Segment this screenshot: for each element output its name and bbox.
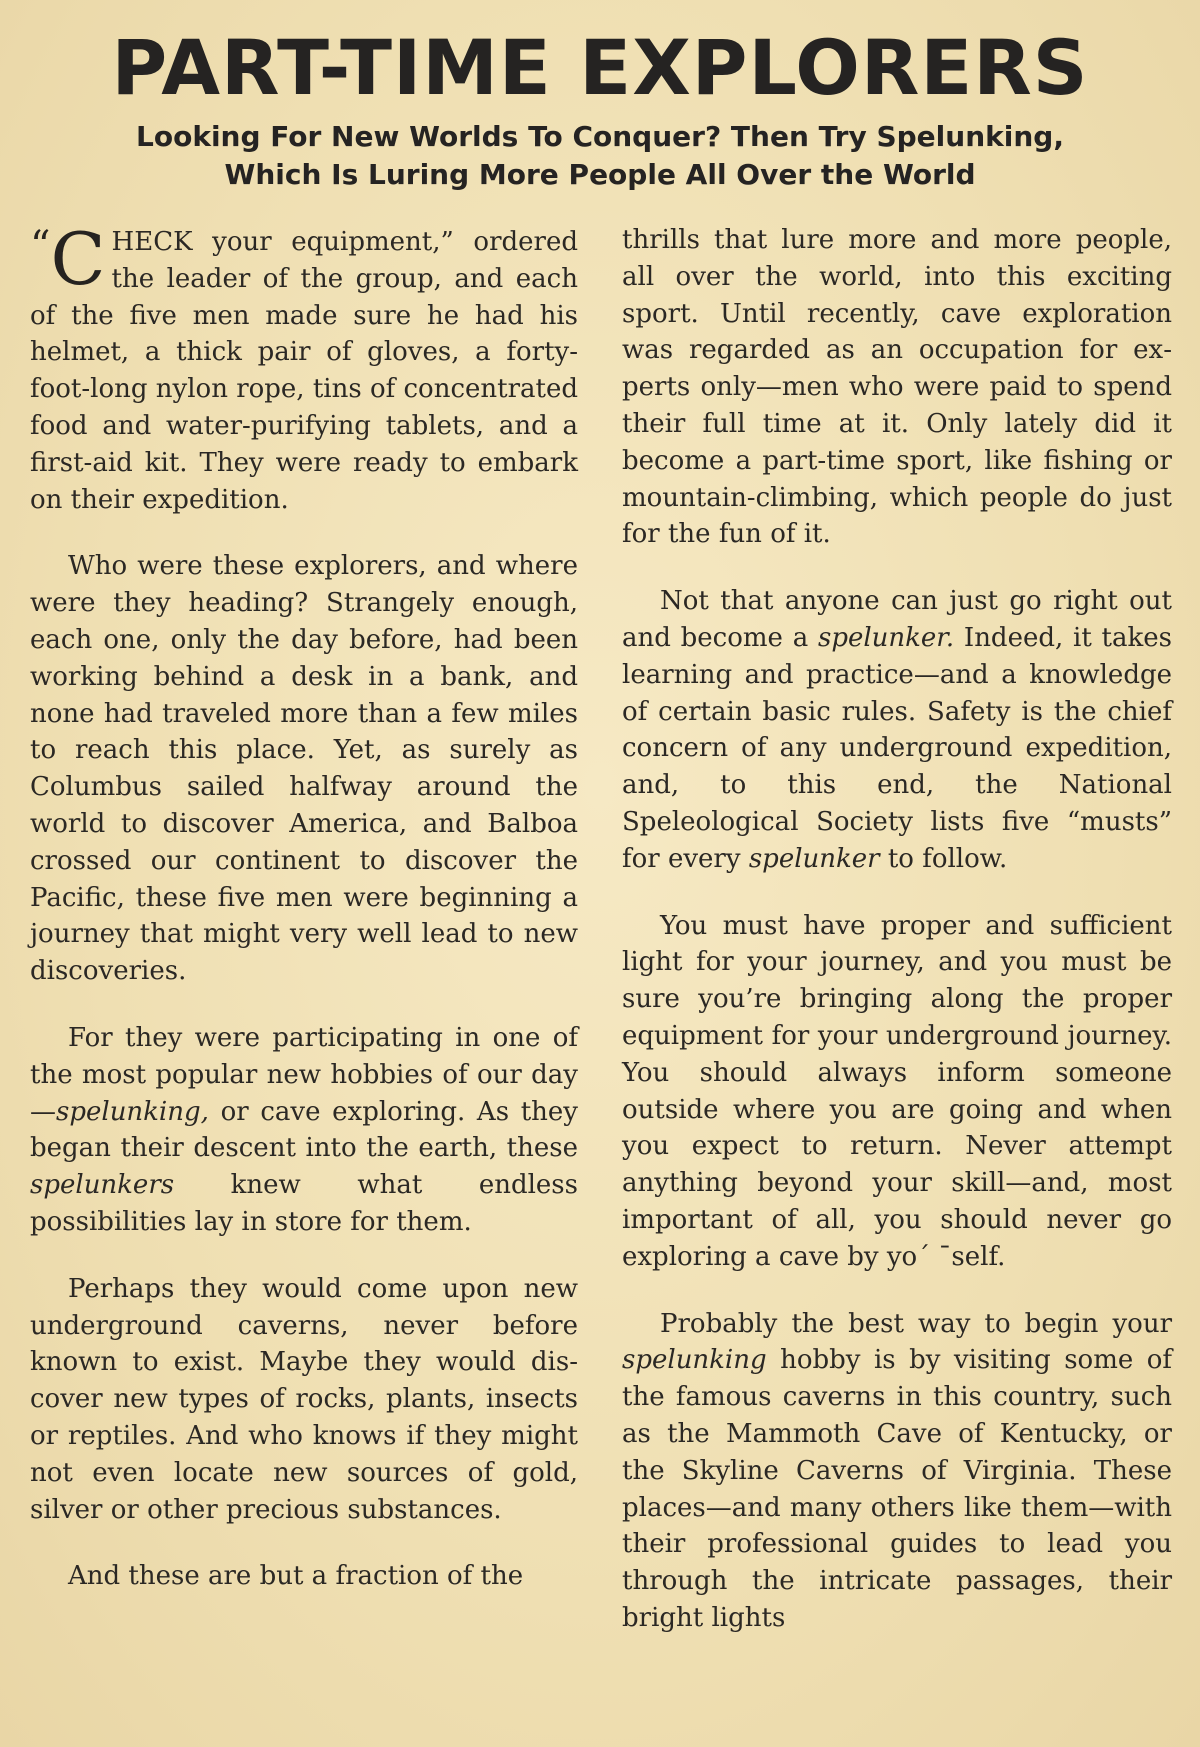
paragraph-3 [30,1020,578,1241]
paragraph-3-text-c: knew what endless possibilities lay in store for them. [30,1170,578,1237]
paragraph-7-italic-2: spelunker [748,843,880,874]
paragraph-7-text-b: Indeed, it takes learning and practice—and a knowledge of certain basic rules. Safety is the chief concern of any underground expedition, and, to this end, the National Speleological Society lists five “musts” for every [622,622,1172,874]
paragraph-9 [622,1306,1172,1637]
paragraph-4: Perhaps they would come upon new underground caverns, never before known to exist. Maybe they would discover new types of rocks, plants, insects or reptiles. And who knows if they might not even locate new sources of gold, silver or other precious substances. [30,1273,578,1525]
left-column [30,217,579,1625]
paragraph-6: thrills that lure more and more people, all over the world, into this exciting sport. Until recently, cave exploration was regarded as an occupation for experts only—men who were paid to spend their full time at it. Only lately did it become a part-time sport, like fishing or mountain-climbing, which people do just for the fun of it. [622,225,1172,550]
paragraph-9-text-b: hobby is by visiting some of the famous caverns in this country, such as the Mammoth Cave of Kentucky, or the Skyline Caverns of Virginia. These places—and many others like them—with their professional guides to lead you through the intricate passages, their bright lights [622,1345,1172,1633]
paragraph-7 [622,583,1172,877]
paragraph-1-text: HECK your equipment,” ordered the leader of the group, and each of the five men made sure he had his helmet, a thick pair of gloves, a forty-foot-long nylon rope, tins of concentrated food and water-purifying tablets, and a first-aid kit. They were ready to embark on their expedition. [30,227,579,515]
paragraph-7-text-c: to follow. [879,843,1008,874]
drop-cap [30,217,106,301]
paragraph-3-text-a: For they were participating in one of the most popular new hobbies of our day— [30,1022,578,1127]
paragraph-1 [30,217,579,518]
paragraph-8: You must have proper and sufficient light for your journey, and you must be sure you’re bringing along the proper equipment for your underground journey. You should always inform someone outside where you are going and when you expect to return. Never attempt anything beyond your skill—and, most important of all, you should never go exploring a cave by yo´ ˉself. [622,910,1172,1272]
subtitle-line-2: Which Is Luring More People All Over the World [224,158,976,191]
right-column [622,222,1172,1667]
paragraph-7-text-a: Not that anyone can just go right out and become a [622,586,1172,653]
paragraph-9-text-a: Probably the best way to begin your [660,1308,1172,1339]
subtitle-line-1: Looking For New Worlds To Conquer? Then Try Spelunking, [136,120,1064,153]
drop-cap-letter: C [50,217,106,301]
paragraph-3-text-b: or cave exploring. As they began their descent into the earth, these [30,1096,578,1164]
paragraph-9-italic-1: spelunking [622,1345,767,1376]
paragraph-5: And these are but a fraction of the [68,1561,524,1592]
open-quote: “ [30,223,51,269]
paragraph-3-italic-1: spelunking, [56,1096,209,1127]
paragraph-7-italic-1: spelunker. [817,622,955,653]
article-title: PART-TIME EXPLORERS [111,23,1089,112]
paragraph-2: Who were these explorers, and where were they heading? Strangely enough, each one, only the day before, had been working behind a desk in a bank, and none had traveled more than a few miles to reach this place. Yet, as surely as Columbus sailed halfway around the world to discover America, and Balboa crossed our continent to discover the Pacific, these five men were beginning a journey that might very well lead to new discoveries. [30,551,578,987]
article-subtitle [0,118,1200,194]
paragraph-3-italic-2: spelunkers [30,1170,175,1201]
